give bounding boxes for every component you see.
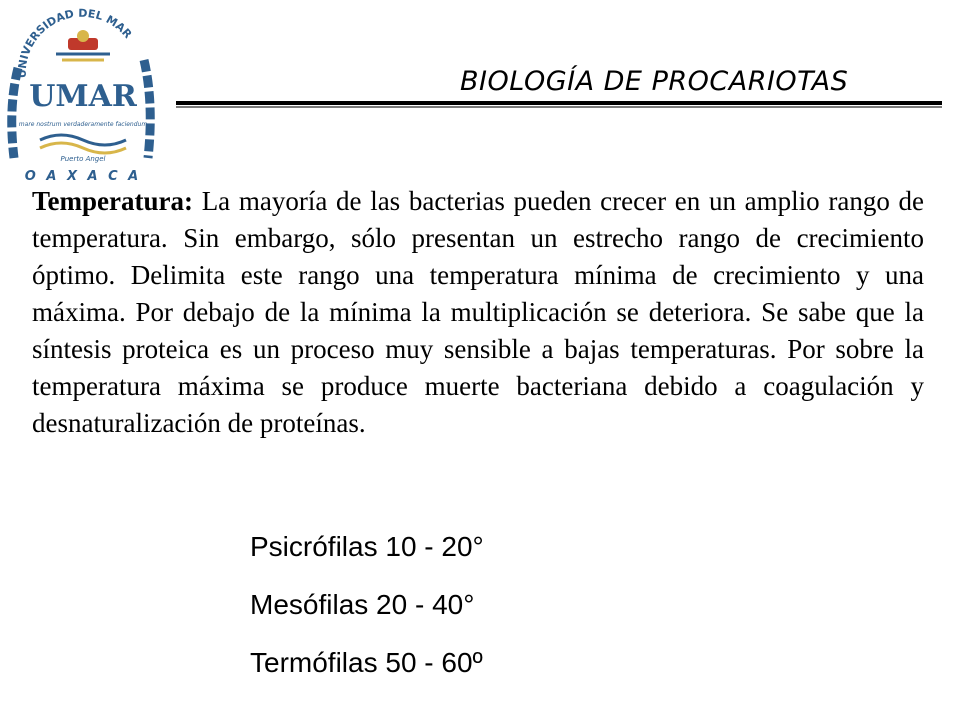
university-logo bbox=[4, 8, 156, 186]
title-underline-shadow bbox=[176, 106, 942, 108]
svg-text:mare nostrum verdaderamente fa: mare nostrum verdaderamente faciendum bbox=[18, 121, 148, 128]
page-title: BIOLOGÍA DE PROCARIOTAS bbox=[460, 66, 849, 97]
temperature-ranges-list bbox=[250, 527, 484, 701]
range-mesofilas: Mesófilas 20 - 40° bbox=[250, 589, 475, 620]
paragraph-body: La mayoría de las bacterias pueden crecer en un amplio rango de temperatura. Sin embargo, sólo presentan un estrecho rango de crecimiento óptimo. Delimita este rango una temperatura mínima de crecimiento y una máxima. Por debajo de la mínima la multiplicación se deteriora. Se sabe que la síntesis proteica es un proceso muy sensible a bajas temperaturas. Por sobre la temperatura máxima se produce muerte bacteriana debido a coagulación y desnaturalización de proteínas. bbox=[32, 186, 925, 438]
temperature-paragraph bbox=[32, 183, 924, 442]
svg-text:UMAR: UMAR bbox=[29, 79, 137, 114]
university-seal-icon bbox=[4, 8, 156, 186]
range-termofilas: Termófilas 50 - 60º bbox=[250, 647, 483, 678]
title-underline bbox=[176, 101, 942, 105]
range-psicrofilas: Psicrófilas 10 - 20° bbox=[250, 531, 484, 562]
svg-text:UNIVERSIDAD DEL MAR: UNIVERSIDAD DEL MAR bbox=[15, 8, 135, 79]
svg-text:Puerto Angel: Puerto Angel bbox=[60, 155, 106, 163]
paragraph-lead: Temperatura: bbox=[32, 186, 193, 216]
svg-text:O A X A C A: O A X A C A bbox=[24, 169, 142, 184]
